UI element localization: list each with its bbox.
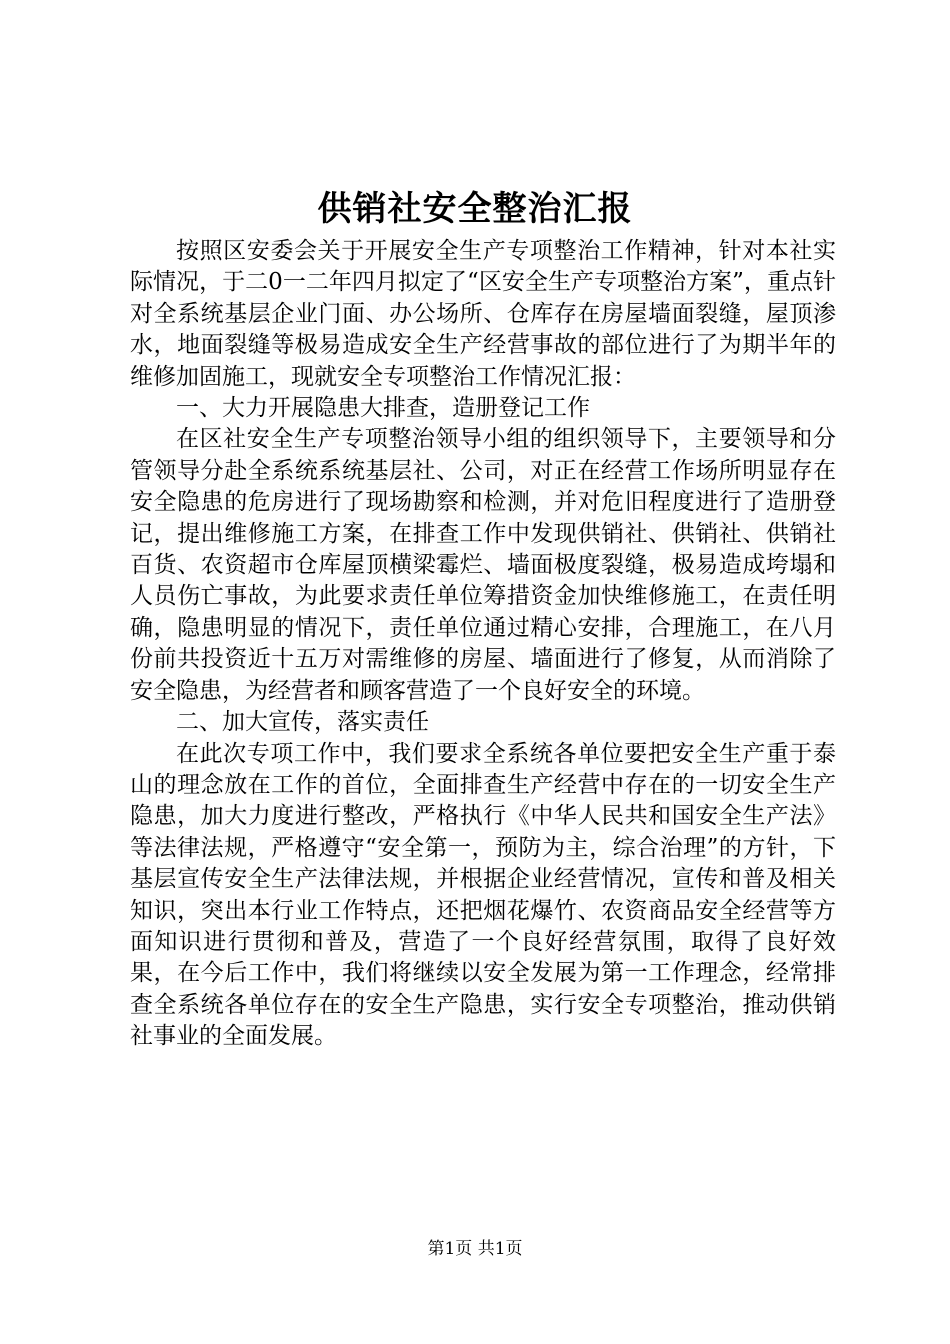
section-2-paragraph: 在此次专项工作中，我们要求全系统各单位要把安全生产重于泰山的理念放在工作的首位，全面排查生产经营中存在的一切安全生产隐患，加大力度进行整改，严格执行《中华人民共和国安全生产法》等法律法规，严格遵守“安全第一，预防为主，综合治理”的方针，下基层宣传安全生产法律法规，并根据企业经营情况，宣传和普及相关知识，突出本行业工作特点，还把烟花爆竹、农资商品安全经营等方面知识进行贯彻和普及，营造了一个良好经营氛围，取得了良好效果，在今后工作中，我们将继续以安全发展为第一工作理念，经常排查全系统各单位存在的安全生产隐患，实行安全专项整治，推动供销社事业的全面发展。 bbox=[130, 740, 836, 1050]
section-2-heading: 二、加大宣传，落实责任 bbox=[176, 709, 429, 736]
document-body bbox=[130, 236, 836, 1053]
section-1-heading: 一、大力开展隐患大排查，造册登记工作 bbox=[176, 395, 590, 422]
intro-paragraph: 按照区安委会关于开展安全生产专项整治工作精神，针对本社实际情况，于二0一二年四月拟定了“区安全生产专项整治方案”，重点针对全系统基层企业门面、办公场所、仓库存在房屋墙面裂缝，屋顶渗水，地面裂缝等极易造成安全生产经营事故的部位进行了为期半年的维修加固施工，现就安全专项整治工作情况汇报： bbox=[130, 238, 836, 390]
document-title: 供销社安全整治汇报 bbox=[317, 189, 633, 229]
section-1-paragraph: 在区社安全生产专项整治领导小组的组织领导下，主要领导和分管领导分赴全系统系统基层社、公司，对正在经营工作场所明显存在安全隐患的危房进行了现场勘察和检测，并对危旧程度进行了造册登记，提出维修施工方案，在排查工作中发现供销社、供销社、供销社百货、农资超市仓库屋顶横梁霉烂、墙面极度裂缝，极易造成垮塌和人员伤亡事故，为此要求责任单位筹措资金加快维修施工，在责任明确，隐患明显的情况下，责任单位通过精心安排，合理施工，在八月份前共投资近十五万对需维修的房屋、墙面进行了修复，从而消除了安全隐患，为经营者和顾客营造了一个良好安全的环境。 bbox=[130, 426, 836, 704]
page-footer: 第1页 共1页 bbox=[427, 1239, 523, 1259]
